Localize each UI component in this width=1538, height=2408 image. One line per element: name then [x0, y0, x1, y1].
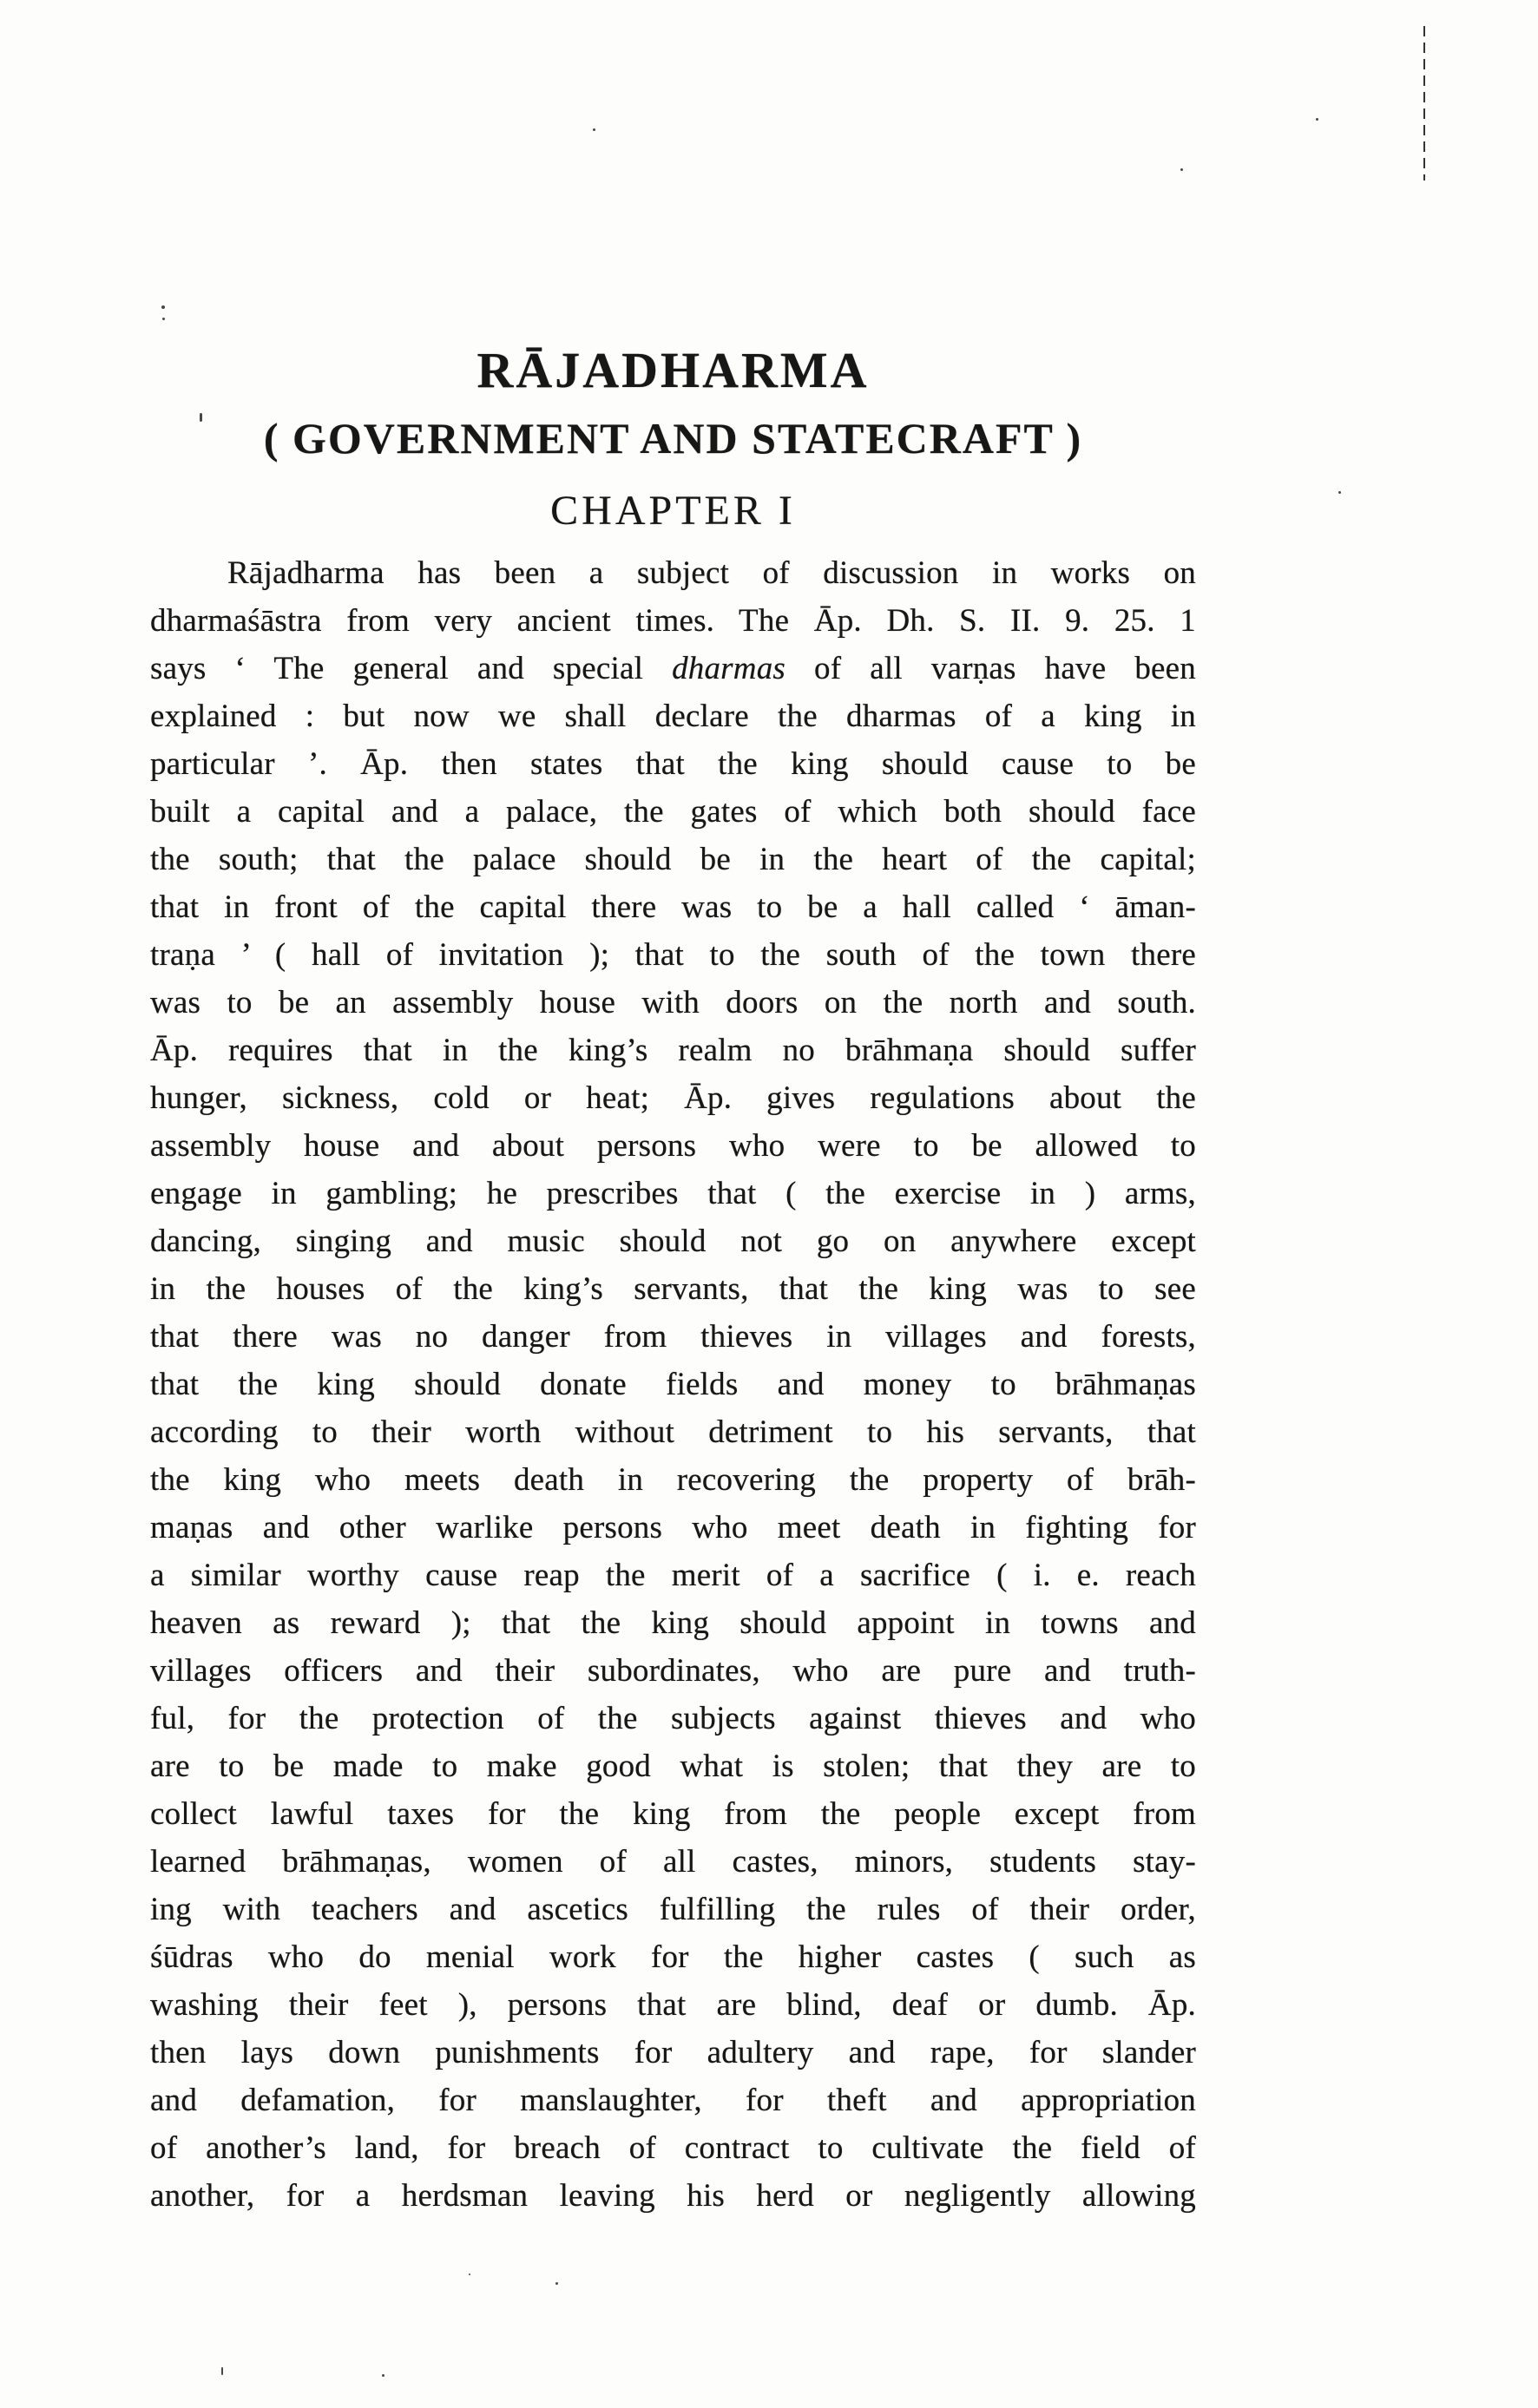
- text-line: [150, 1695, 1196, 1742]
- text-segment: that in front of the capital there was to be a hall called ‘ āman-: [150, 889, 1196, 925]
- text-segment: of another’s land, for breach of contract to cultivate the field of: [150, 2130, 1196, 2166]
- text-segment: learned brāhmaṇas, women of all castes, minors, students stay-: [150, 1844, 1196, 1880]
- text-line: [150, 1408, 1196, 1456]
- text-line: [150, 2029, 1196, 2077]
- scan-speck: [555, 2282, 558, 2285]
- text-segment: are to be made to make good what is stolen; that they are to: [150, 1749, 1196, 1784]
- text-line: [150, 2172, 1196, 2220]
- text-segment: śūdras who do menial work for the higher castes ( such as: [150, 1939, 1196, 1975]
- text-segment: dharmaśāstra from very ancient times. The Āp. Dh. S. II. 9. 25. 1: [150, 603, 1196, 639]
- text-line: [150, 836, 1196, 883]
- italic-term: dharmas: [672, 651, 785, 686]
- text-segment: washing their feet ), persons that are blind, deaf or dumb. Āp.: [150, 1987, 1196, 2023]
- text-segment: the king who meets death in recovering the property of brāh-: [150, 1462, 1196, 1498]
- text-line: [150, 1599, 1196, 1647]
- page-subtitle: ( GOVERNMENT AND STATECRAFT ): [263, 414, 1083, 463]
- text-line: [150, 1074, 1196, 1122]
- text-line: [150, 1981, 1196, 2029]
- text-line: [150, 549, 1196, 597]
- text-line: [150, 1456, 1196, 1504]
- paragraph: [150, 549, 1196, 2220]
- text-line: [150, 1217, 1196, 1265]
- text-line: [150, 979, 1196, 1027]
- text-segment: hunger, sickness, cold or heat; Āp. gives regulations about the: [150, 1080, 1196, 1116]
- text-segment: heaven as reward ); that the king should appoint in towns and: [150, 1605, 1196, 1641]
- scan-speck: [1180, 168, 1183, 171]
- text-line: [150, 1027, 1196, 1074]
- text-line: [150, 740, 1196, 788]
- text-segment: particular ’. Āp. then states that the king should cause to be: [150, 746, 1196, 782]
- text-line: [150, 692, 1196, 740]
- text-segment: and defamation, for manslaughter, for theft and appropriation: [150, 2083, 1196, 2118]
- text-line: [150, 1790, 1196, 1838]
- text-segment: ing with teachers and ascetics fulfilling the rules of their order,: [150, 1892, 1196, 1927]
- text-segment: of all varṇas have been: [785, 651, 1196, 686]
- text-line: [150, 1552, 1196, 1599]
- text-segment: was to be an assembly house with doors on the north and south.: [150, 985, 1196, 1020]
- text-segment: explained : but now we shall declare the dharmas of a king in: [150, 699, 1196, 734]
- text-segment: then lays down punishments for adultery and rape, for slander: [150, 2035, 1196, 2070]
- text-line: [150, 931, 1196, 979]
- text-segment: says ‘ The general and special: [150, 651, 673, 686]
- scan-speck: [161, 305, 165, 309]
- text-segment: the south; that the palace should be in the heart of the capital;: [150, 842, 1196, 877]
- text-line: [150, 1647, 1196, 1695]
- text-line: [150, 1265, 1196, 1313]
- text-segment: a similar worthy cause reap the merit of a sacrifice ( i. e. reach: [150, 1558, 1196, 1593]
- text-line: [150, 1361, 1196, 1408]
- text-segment: in the houses of the king’s servants, that the king was to see: [150, 1271, 1196, 1307]
- text-segment: assembly house and about persons who were to be allowed to: [150, 1128, 1196, 1164]
- text-segment: engage in gambling; he prescribes that ( the exercise in ) arms,: [150, 1176, 1196, 1211]
- text-segment: ful, for the protection of the subjects against thieves and who: [150, 1701, 1196, 1736]
- text-line: [150, 1170, 1196, 1217]
- text-segment: dancing, singing and music should not go on anywhere except: [150, 1224, 1196, 1259]
- text-segment: according to their worth without detriment to his servants, that: [150, 1414, 1196, 1450]
- scan-speck: [221, 2367, 223, 2375]
- text-line: [150, 1504, 1196, 1552]
- text-line: [150, 788, 1196, 836]
- text-line: [150, 2077, 1196, 2124]
- text-segment: traṇa ’ ( hall of invitation ); that to the south of the town there: [150, 937, 1196, 973]
- scan-speck: [162, 318, 165, 320]
- text-segment: collect lawful taxes for the king from the people except from: [150, 1796, 1196, 1832]
- text-line: [150, 1122, 1196, 1170]
- text-line: [150, 1313, 1196, 1361]
- text-segment: Rājadharma has been a subject of discussion in works on: [227, 555, 1196, 591]
- text-segment: Āp. requires that in the king’s realm no brāhmaṇa should suffer: [150, 1033, 1196, 1068]
- scan-speck: [469, 2273, 470, 2275]
- chapter-heading: CHAPTER I: [550, 488, 796, 534]
- scan-speck: [382, 2374, 384, 2377]
- text-segment: built a capital and a palace, the gates of which both should face: [150, 794, 1196, 830]
- scan-speck: [1338, 491, 1341, 494]
- text-line: [150, 1886, 1196, 1933]
- text-segment: that the king should donate fields and money to brāhmaṇas: [150, 1367, 1196, 1402]
- text-segment: that there was no danger from thieves in villages and forests,: [150, 1319, 1196, 1355]
- text-line: [150, 645, 1196, 692]
- page-title: RĀJADHARMA: [477, 342, 870, 398]
- text-line: [150, 883, 1196, 931]
- text-line: [150, 1742, 1196, 1790]
- text-line: [150, 2124, 1196, 2172]
- binding-mark: [1423, 26, 1425, 180]
- text-segment: another, for a herdsman leaving his herd or negligently allowing: [150, 2178, 1196, 2214]
- scan-speck: [593, 128, 595, 131]
- scan-speck: [1316, 118, 1318, 121]
- text-line: [150, 597, 1196, 645]
- text-line: [150, 1838, 1196, 1886]
- text-line: [150, 1933, 1196, 1981]
- text-segment: villages officers and their subordinates, who are pure and truth-: [150, 1653, 1196, 1689]
- text-segment: maṇas and other warlike persons who meet death in fighting for: [150, 1510, 1196, 1545]
